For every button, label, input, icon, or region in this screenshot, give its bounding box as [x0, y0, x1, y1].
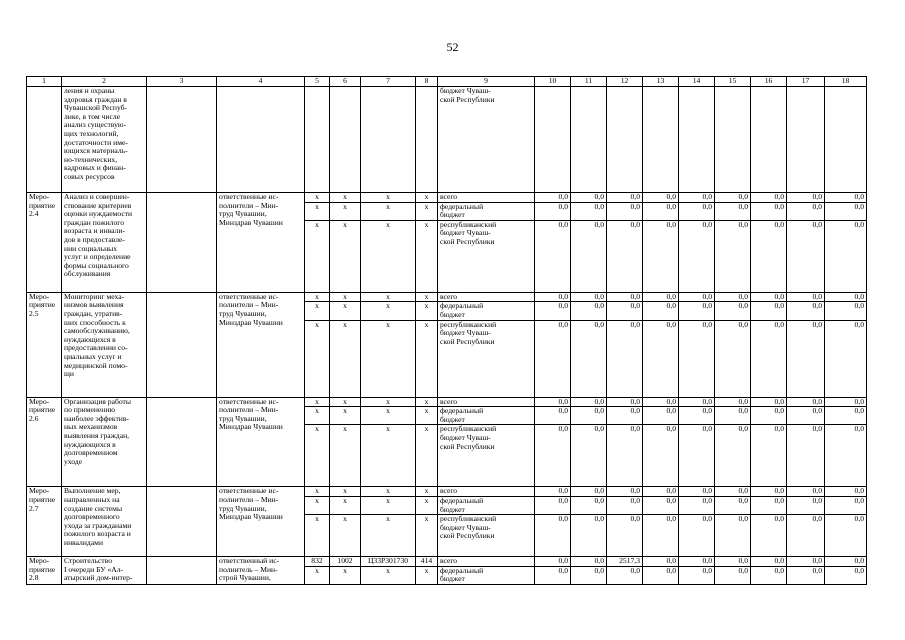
- code-cell: x: [416, 220, 438, 292]
- amount-cell: 0,0: [787, 425, 825, 487]
- amount-cell: 0,0: [751, 202, 787, 220]
- amount-cell: 0,0: [535, 515, 571, 557]
- funding-source: республиканский бюджет Чуваш- ской Республики: [438, 515, 535, 557]
- empty-cell: [217, 87, 305, 193]
- code-cell: x: [361, 220, 416, 292]
- amount-cell: 0,0: [679, 515, 715, 557]
- amount-cell: 0,0: [751, 320, 787, 397]
- measure-code: Меро- приятие 2.5: [27, 292, 62, 397]
- code-cell: x: [416, 496, 438, 514]
- amount-cell: 0,0: [571, 320, 607, 397]
- code-cell: x: [361, 515, 416, 557]
- measure-description: Мониторинг меха- низмов выявления граждан, утратив- ших способность к самообслуживанию, нуждающихся в предоставлении со- циальных услуг и медицинской помо- щи: [62, 292, 147, 397]
- funding-source: всего: [438, 193, 535, 203]
- code-cell: x: [361, 566, 416, 584]
- amount-cell: 0,0: [679, 407, 715, 425]
- measure-description: Выполнение мер, направленных на создание системы долговременного ухода за гражданами пожилого возраста и инвалидами: [62, 487, 147, 557]
- code-cell: x: [361, 202, 416, 220]
- column-number: 11: [571, 77, 607, 87]
- code-cell: x: [416, 302, 438, 320]
- funding-source: республиканский бюджет Чуваш- ской Республики: [438, 320, 535, 397]
- amount-cell: 0,0: [679, 202, 715, 220]
- amount-cell: 0,0: [715, 320, 751, 397]
- empty-cell: [147, 87, 217, 193]
- code-cell: x: [305, 292, 330, 302]
- column-number: 6: [330, 77, 361, 87]
- amount-cell: 0,0: [679, 557, 715, 567]
- amount-cell: 0,0: [825, 566, 867, 584]
- amount-cell: 0,0: [535, 302, 571, 320]
- amount-cell: 0,0: [571, 193, 607, 203]
- code-cell: x: [330, 320, 361, 397]
- amount-cell: 0,0: [643, 566, 679, 584]
- code-cell: x: [416, 292, 438, 302]
- amount-cell: 0,0: [751, 292, 787, 302]
- amount-cell: 0,0: [825, 487, 867, 497]
- empty-cell: [715, 87, 751, 193]
- amount-cell: 0,0: [607, 487, 643, 497]
- amount-cell: 0,0: [715, 302, 751, 320]
- empty-cell: [679, 87, 715, 193]
- amount-cell: 0,0: [607, 425, 643, 487]
- amount-cell: 0,0: [571, 487, 607, 497]
- amount-cell: 0,0: [607, 302, 643, 320]
- code-cell: x: [305, 566, 330, 584]
- code-cell: x: [361, 407, 416, 425]
- amount-cell: 0,0: [643, 193, 679, 203]
- amount-cell: 0,0: [787, 302, 825, 320]
- code-cell: x: [305, 425, 330, 487]
- code-cell: x: [305, 487, 330, 497]
- funding-source: федеральный бюджет: [438, 407, 535, 425]
- amount-cell: 0,0: [607, 515, 643, 557]
- amount-cell: 0,0: [643, 292, 679, 302]
- empty-cell: [147, 557, 217, 585]
- amount-cell: 0,0: [535, 220, 571, 292]
- amount-cell: 0,0: [715, 566, 751, 584]
- code-cell: x: [361, 320, 416, 397]
- measure-description: ления и охраны здоровья граждан в Чувашской Респуб- лике, в том числе анализ существую- щих технологий, достаточности име- ющихся материаль- но-технических, кадровых и финан- совых ресурсов: [62, 87, 147, 193]
- amount-cell: 0,0: [607, 320, 643, 397]
- amount-cell: 0,0: [751, 566, 787, 584]
- budget-table: [26, 76, 867, 585]
- amount-cell: 0,0: [787, 193, 825, 203]
- amount-cell: 0,0: [571, 515, 607, 557]
- page-number: 52: [446, 40, 459, 54]
- empty-cell: [751, 87, 787, 193]
- amount-cell: 0,0: [643, 302, 679, 320]
- amount-cell: 0,0: [825, 292, 867, 302]
- amount-cell: 0,0: [715, 496, 751, 514]
- amount-cell: 0,0: [535, 292, 571, 302]
- amount-cell: 0,0: [679, 220, 715, 292]
- amount-cell: 0,0: [643, 407, 679, 425]
- amount-cell: 0,0: [571, 220, 607, 292]
- empty-cell: [361, 87, 416, 193]
- column-number: 13: [643, 77, 679, 87]
- amount-cell: 0,0: [751, 220, 787, 292]
- code-cell: x: [305, 407, 330, 425]
- code-cell: x: [416, 407, 438, 425]
- amount-cell: 0,0: [715, 220, 751, 292]
- code-cell: x: [305, 202, 330, 220]
- code-cell: x: [305, 496, 330, 514]
- amount-cell: 0,0: [643, 496, 679, 514]
- amount-cell: 0,0: [825, 193, 867, 203]
- code-cell: x: [330, 487, 361, 497]
- amount-cell: 0,0: [825, 397, 867, 407]
- empty-cell: [607, 87, 643, 193]
- amount-cell: 0,0: [607, 220, 643, 292]
- amount-cell: 0,0: [825, 496, 867, 514]
- measure-code: Меро- приятие 2.4: [27, 193, 62, 293]
- amount-cell: 0,0: [715, 292, 751, 302]
- funding-row: [27, 292, 867, 302]
- amount-cell: 0,0: [825, 407, 867, 425]
- empty-cell: [643, 87, 679, 193]
- amount-cell: 0,0: [825, 220, 867, 292]
- amount-cell: 0,0: [643, 320, 679, 397]
- amount-cell: 0,0: [679, 320, 715, 397]
- amount-cell: 0,0: [715, 557, 751, 567]
- code-cell: x: [305, 515, 330, 557]
- column-number: 10: [535, 77, 571, 87]
- empty-cell: [416, 87, 438, 193]
- amount-cell: 0,0: [535, 425, 571, 487]
- column-number: 3: [147, 77, 217, 87]
- amount-cell: 0,0: [535, 202, 571, 220]
- code-cell: x: [361, 496, 416, 514]
- amount-cell: 0,0: [787, 487, 825, 497]
- funding-source: всего: [438, 557, 535, 567]
- funding-source: всего: [438, 397, 535, 407]
- code-cell: x: [416, 193, 438, 203]
- code-cell: x: [416, 320, 438, 397]
- executor: ответственный ис- полнитель – Мин- строй Чувашии,: [217, 557, 305, 585]
- amount-cell: 0,0: [607, 496, 643, 514]
- column-number: 4: [217, 77, 305, 87]
- amount-cell: 0,0: [825, 557, 867, 567]
- empty-cell: [27, 87, 62, 193]
- amount-cell: 0,0: [715, 515, 751, 557]
- amount-cell: 0,0: [607, 292, 643, 302]
- code-cell: x: [416, 487, 438, 497]
- amount-cell: 0,0: [571, 397, 607, 407]
- empty-cell: [825, 87, 867, 193]
- code-cell: x: [330, 397, 361, 407]
- code-cell: x: [361, 487, 416, 497]
- amount-cell: 0,0: [571, 496, 607, 514]
- amount-cell: 0,0: [643, 220, 679, 292]
- amount-cell: 0,0: [787, 515, 825, 557]
- amount-cell: 0,0: [607, 407, 643, 425]
- amount-cell: 0,0: [751, 515, 787, 557]
- code-cell: x: [330, 515, 361, 557]
- empty-cell: [535, 87, 571, 193]
- amount-cell: 0,0: [679, 496, 715, 514]
- code-cell: x: [305, 193, 330, 203]
- code-cell: x: [416, 425, 438, 487]
- code-cell: x: [305, 302, 330, 320]
- amount-cell: 0,0: [787, 397, 825, 407]
- empty-cell: [330, 87, 361, 193]
- measure-code: Меро- приятие 2.7: [27, 487, 62, 557]
- funding-source: республиканский бюджет Чуваш- ской Республики: [438, 425, 535, 487]
- column-number: 17: [787, 77, 825, 87]
- amount-cell: 0,0: [571, 425, 607, 487]
- measure-code: Меро- приятие 2.6: [27, 397, 62, 487]
- column-number: 15: [715, 77, 751, 87]
- amount-cell: 0,0: [571, 566, 607, 584]
- continuation-row: [27, 87, 867, 193]
- funding-source: всего: [438, 487, 535, 497]
- amount-cell: 0,0: [535, 487, 571, 497]
- column-number: 9: [438, 77, 535, 87]
- amount-cell: 0,0: [643, 515, 679, 557]
- code-cell: x: [330, 193, 361, 203]
- funding-source: федеральный бюджет: [438, 202, 535, 220]
- code-cell: x: [305, 320, 330, 397]
- amount-cell: 0,0: [607, 202, 643, 220]
- amount-cell: 2517,3: [607, 557, 643, 567]
- amount-cell: 0,0: [571, 292, 607, 302]
- amount-cell: 0,0: [679, 425, 715, 487]
- amount-cell: 0,0: [643, 425, 679, 487]
- code-cell: Ц33Р301730: [361, 557, 416, 567]
- code-cell: x: [330, 302, 361, 320]
- amount-cell: 0,0: [535, 566, 571, 584]
- column-number: 2: [62, 77, 147, 87]
- code-cell: 832: [305, 557, 330, 567]
- funding-row: [27, 487, 867, 497]
- column-number: 8: [416, 77, 438, 87]
- empty-cell: [305, 87, 330, 193]
- executor: ответственные ис- полнители – Мин- труд Чувашии, Минздрав Чувашии: [217, 292, 305, 397]
- executor: ответственные ис- полнители – Мин- труд Чувашии, Минздрав Чувашии: [217, 193, 305, 293]
- column-number-row: [27, 77, 867, 87]
- funding-row: [27, 193, 867, 203]
- amount-cell: 0,0: [825, 202, 867, 220]
- amount-cell: 0,0: [679, 302, 715, 320]
- amount-cell: 0,0: [787, 320, 825, 397]
- executor: ответственные ис- полнители – Мин- труд Чувашии, Минздрав Чувашии: [217, 487, 305, 557]
- code-cell: x: [330, 566, 361, 584]
- empty-cell: [571, 87, 607, 193]
- code-cell: x: [361, 292, 416, 302]
- amount-cell: 0,0: [787, 202, 825, 220]
- code-cell: x: [361, 397, 416, 407]
- measure-code: Меро- приятие 2.8: [27, 557, 62, 585]
- amount-cell: 0,0: [787, 292, 825, 302]
- funding-source: всего: [438, 292, 535, 302]
- code-cell: x: [361, 302, 416, 320]
- amount-cell: 0,0: [825, 515, 867, 557]
- code-cell: x: [330, 220, 361, 292]
- amount-cell: 0,0: [751, 425, 787, 487]
- code-cell: 414: [416, 557, 438, 567]
- amount-cell: 0,0: [715, 397, 751, 407]
- amount-cell: 0,0: [715, 202, 751, 220]
- amount-cell: 0,0: [607, 566, 643, 584]
- amount-cell: 0,0: [643, 202, 679, 220]
- code-cell: 1002: [330, 557, 361, 567]
- amount-cell: 0,0: [751, 302, 787, 320]
- measure-description: Организация работы по применению наиболее эффектив- ных механизмов выявления граждан, нуждающихся в долговременном уходе: [62, 397, 147, 487]
- amount-cell: 0,0: [607, 397, 643, 407]
- code-cell: x: [361, 425, 416, 487]
- column-number: 18: [825, 77, 867, 87]
- amount-cell: 0,0: [607, 193, 643, 203]
- code-cell: x: [330, 202, 361, 220]
- amount-cell: 0,0: [571, 202, 607, 220]
- amount-cell: 0,0: [825, 425, 867, 487]
- funding-row: [27, 557, 867, 567]
- empty-cell: [147, 397, 217, 487]
- amount-cell: 0,0: [535, 397, 571, 407]
- amount-cell: 0,0: [535, 407, 571, 425]
- column-number: 16: [751, 77, 787, 87]
- code-cell: x: [330, 425, 361, 487]
- funding-source: бюджет Чуваш- ской Республики: [438, 87, 535, 193]
- code-cell: x: [330, 407, 361, 425]
- column-number: 7: [361, 77, 416, 87]
- column-number: 5: [305, 77, 330, 87]
- amount-cell: 0,0: [643, 487, 679, 497]
- empty-cell: [787, 87, 825, 193]
- column-number: 1: [27, 77, 62, 87]
- amount-cell: 0,0: [679, 292, 715, 302]
- executor: ответственные ис- полнители – Мин- труд Чувашии, Минздрав Чувашии: [217, 397, 305, 487]
- amount-cell: 0,0: [751, 407, 787, 425]
- code-cell: x: [416, 202, 438, 220]
- amount-cell: 0,0: [787, 407, 825, 425]
- measure-description: Анализ и совершен- ствование критериев оценки нуждаемости граждан пожилого возраста и инвали- дов в предоставле- нии социальных услуг и определение формы социального обслуживания: [62, 193, 147, 293]
- funding-source: республиканский бюджет Чуваш- ской Республики: [438, 220, 535, 292]
- code-cell: x: [416, 397, 438, 407]
- column-number: 12: [607, 77, 643, 87]
- amount-cell: 0,0: [751, 193, 787, 203]
- amount-cell: 0,0: [825, 320, 867, 397]
- column-number: 14: [679, 77, 715, 87]
- amount-cell: 0,0: [715, 487, 751, 497]
- amount-cell: 0,0: [679, 397, 715, 407]
- empty-cell: [147, 193, 217, 293]
- empty-cell: [147, 292, 217, 397]
- amount-cell: 0,0: [535, 320, 571, 397]
- funding-source: федеральный бюджет: [438, 496, 535, 514]
- measure-description: Строительство I очереди БУ «Ал- атырский дом-интер-: [62, 557, 147, 585]
- code-cell: x: [416, 515, 438, 557]
- amount-cell: 0,0: [751, 397, 787, 407]
- code-cell: x: [330, 292, 361, 302]
- amount-cell: 0,0: [751, 496, 787, 514]
- code-cell: x: [416, 566, 438, 584]
- code-cell: x: [361, 193, 416, 203]
- empty-cell: [147, 487, 217, 557]
- amount-cell: 0,0: [751, 487, 787, 497]
- amount-cell: 0,0: [787, 557, 825, 567]
- amount-cell: 0,0: [715, 193, 751, 203]
- amount-cell: 0,0: [643, 557, 679, 567]
- amount-cell: 0,0: [571, 557, 607, 567]
- amount-cell: 0,0: [535, 496, 571, 514]
- amount-cell: 0,0: [715, 425, 751, 487]
- amount-cell: 0,0: [535, 193, 571, 203]
- amount-cell: 0,0: [571, 302, 607, 320]
- code-cell: x: [305, 220, 330, 292]
- amount-cell: 0,0: [751, 557, 787, 567]
- amount-cell: 0,0: [679, 566, 715, 584]
- amount-cell: 0,0: [787, 566, 825, 584]
- code-cell: x: [305, 397, 330, 407]
- funding-source: федеральный бюджет: [438, 302, 535, 320]
- amount-cell: 0,0: [679, 193, 715, 203]
- amount-cell: 0,0: [787, 496, 825, 514]
- funding-row: [27, 397, 867, 407]
- code-cell: x: [330, 496, 361, 514]
- amount-cell: 0,0: [825, 302, 867, 320]
- amount-cell: 0,0: [571, 407, 607, 425]
- amount-cell: 0,0: [535, 557, 571, 567]
- funding-source: федеральный бюджет: [438, 566, 535, 584]
- amount-cell: 0,0: [787, 220, 825, 292]
- amount-cell: 0,0: [643, 397, 679, 407]
- amount-cell: 0,0: [679, 487, 715, 497]
- amount-cell: 0,0: [715, 407, 751, 425]
